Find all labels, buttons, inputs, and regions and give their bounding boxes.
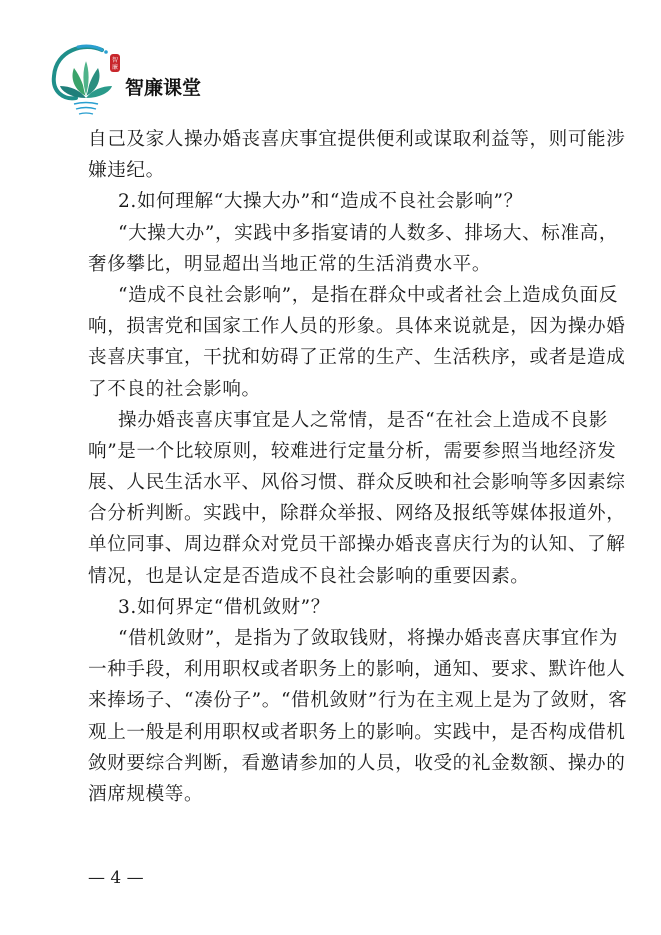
text-line: 观上一般是利用职权或者职务上的影响。实践中，是否构成借机 [88, 721, 626, 743]
brand-title: 智廉课堂 [125, 77, 202, 99]
svg-text:智: 智 [111, 57, 119, 64]
text-line: 响”是一个比较原则，较难进行定量分析，需要参照当地经济发 [88, 440, 617, 462]
text-line: “造成不良社会影响”，是指在群众中或者社会上造成负面反 [118, 284, 619, 306]
document-body [88, 124, 628, 810]
text-line: 合分析判断。实践中，除群众举报、网络及报纸等媒体报道外， [88, 503, 626, 525]
text-line: 情况，也是认定是否造成不良社会影响的重要因素。 [88, 565, 530, 587]
page-number: — 4 — [88, 868, 144, 888]
text-line: 单位同事、周边群众对党员干部操办婚丧喜庆行为的认知、了解 [88, 534, 626, 556]
text-line: “借机敛财”，是指为了敛取钱财，将操办婚丧喜庆事宜作为 [118, 628, 619, 649]
text-line: 操办婚丧喜庆事宜是人之常情，是否“在社会上造成不良影 [118, 409, 608, 431]
text-line: 了不良的社会影响。 [88, 378, 261, 400]
text-line: 一种手段，利用职权或者职务上的影响，通知、要求、默许他人 [88, 659, 626, 681]
text-line: “大操大办”，实践中多指宴请的人数多、排场大、标准高， [118, 222, 619, 244]
lotus-logo-icon [46, 40, 130, 120]
text-line: 嫌违纪。 [88, 160, 165, 182]
text-line: 2.如何理解“大操大办”和“造成不良社会影响”？ [118, 191, 523, 213]
text-line: 敛财要综合判断，看邀请参加的人员，收受的礼金数额、操办的 [88, 752, 626, 774]
text-line: 展、人民生活水平、风俗习惯、群众反映和社会影响等多因素综 [88, 472, 626, 494]
text-line: 自己及家人操办婚丧喜庆事宜提供便利或谋取利益等，则可能涉 [88, 129, 626, 150]
text-line: 酒席规模等。 [88, 783, 204, 805]
text-line: 来捧场子、“凑份子”。“借机敛财”行为在主观上是为了敛财，客 [88, 690, 628, 712]
text-line: 丧喜庆事宜，干扰和妨碍了正常的生产、生活秩序，或者是造成 [88, 347, 626, 369]
svg-text:廉: 廉 [111, 64, 119, 71]
text-line: 3.如何界定“借机敛财”？ [118, 596, 330, 618]
text-line: 响，损害党和国家工作人员的形象。具体来说就是，因为操办婚 [88, 316, 626, 338]
text-line: 奢侈攀比，明显超出当地正常的生活消费水平。 [88, 253, 492, 275]
